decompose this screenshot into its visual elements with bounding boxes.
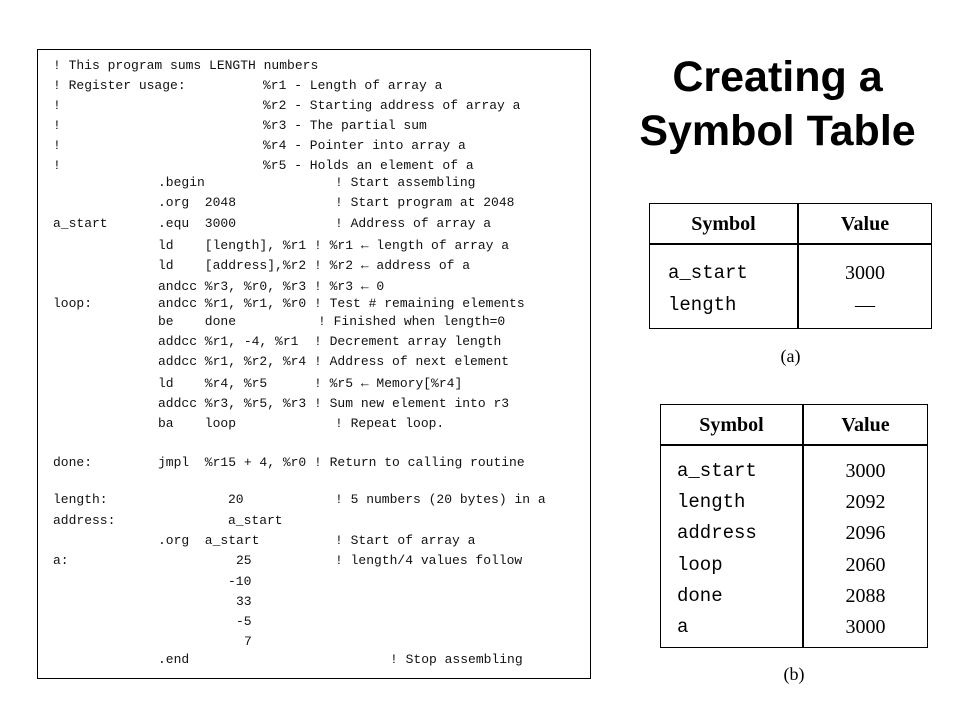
- code-segment: %r2 - Starting address of array a: [263, 98, 521, 113]
- code-segment: -10: [228, 574, 252, 589]
- code-segment: !: [53, 158, 61, 173]
- code-segment: a:: [53, 553, 69, 568]
- caption-b: (b): [783, 664, 805, 684]
- symbol-cell: a_start: [668, 262, 748, 284]
- code-segment: .equ 3000: [158, 216, 237, 231]
- code-segment: ! Address of array a: [335, 216, 492, 231]
- code-segment: !: [53, 138, 61, 153]
- code-segment: %r5 - Holds an element of a: [263, 158, 474, 173]
- code-segment: %r3 - The partial sum: [263, 118, 427, 133]
- symbol-cell: address: [677, 522, 757, 544]
- header-value: Value: [841, 414, 890, 436]
- code-segment: .end: [158, 652, 190, 667]
- value-cell: 2088: [845, 585, 886, 607]
- title-line-1: Creating a: [672, 53, 883, 101]
- code-segment: addcc %r1, -4, %r1 ! Decrement array length: [158, 334, 502, 349]
- code-segment: length:: [53, 492, 108, 507]
- code-segment: ! Stop assembling: [390, 652, 523, 667]
- symbol-table-b: [660, 404, 928, 648]
- code-segment: 25: [236, 553, 252, 568]
- code-segment: addcc %r3, %r5, %r3 ! Sum new element into r3: [158, 396, 510, 411]
- header-symbol: Symbol: [691, 213, 756, 235]
- value-cell: 3000: [845, 460, 886, 482]
- code-segment: 20: [228, 492, 244, 507]
- value-cell: 3000: [845, 616, 886, 638]
- code-segment: done:: [53, 455, 93, 470]
- code-listing: [37, 49, 591, 679]
- symbol-cell: loop: [677, 554, 723, 576]
- symbol-table-a: [649, 203, 932, 329]
- header-symbol: Symbol: [699, 414, 764, 436]
- code-segment: 7: [244, 634, 252, 649]
- slide-title: [605, 50, 950, 158]
- code-segment: ! Start of array a: [335, 533, 476, 548]
- symbol-cell: length: [677, 491, 746, 513]
- value-cell: 2096: [845, 522, 886, 544]
- code-segment: .org 2048: [158, 195, 237, 210]
- caption-a: (a): [780, 346, 801, 366]
- code-segment: .begin: [158, 175, 205, 190]
- code-segment: loop:: [53, 296, 93, 311]
- code-segment: a_start: [228, 513, 283, 528]
- code-segment: %r4 - Pointer into array a: [263, 138, 466, 153]
- code-segment: address:: [53, 513, 116, 528]
- code-segment: !: [53, 98, 61, 113]
- code-segment: a_start: [53, 216, 108, 231]
- code-segment: -5: [236, 614, 252, 629]
- code-segment: ! Repeat loop.: [335, 416, 445, 431]
- code-segment: be done: [158, 314, 237, 329]
- code-segment: ! 5 numbers (20 bytes) in a: [335, 492, 546, 507]
- code-segment: ! Register usage:: [53, 78, 186, 93]
- code-segment: andcc %r1, %r1, %r0 ! Test # remaining elements: [158, 296, 525, 311]
- code-segment: ld %r4, %r5 ! %r5 ← Memory[%r4]: [158, 376, 463, 391]
- code-segment: !: [53, 118, 61, 133]
- code-segment: ! Start assembling: [335, 175, 476, 190]
- symbol-cell: a_start: [677, 460, 757, 482]
- symbol-cell: length: [668, 294, 737, 316]
- header-value: Value: [840, 213, 890, 235]
- code-segment: ! length/4 values follow: [335, 553, 523, 568]
- code-segment: ! Finished when length=0: [318, 314, 506, 329]
- value-cell: —: [855, 294, 875, 316]
- code-segment: ! Start program at 2048: [335, 195, 515, 210]
- code-segment: ld [address],%r2 ! %r2 ← address of a: [158, 258, 471, 273]
- code-segment: ba loop: [158, 416, 237, 431]
- code-segment: 33: [236, 594, 252, 609]
- code-segment: ld [length], %r1 ! %r1 ← length of array a: [158, 238, 510, 253]
- title-line-2: Symbol Table: [639, 107, 916, 155]
- code-segment: addcc %r1, %r2, %r4 ! Address of next element: [158, 354, 510, 369]
- code-segment: %r1 - Length of array a: [263, 78, 443, 93]
- symbol-cell: done: [677, 585, 723, 607]
- code-segment: andcc %r3, %r0, %r3 ! %r3 ← 0: [158, 279, 385, 294]
- value-cell: 2092: [845, 491, 886, 513]
- code-segment: ! This program sums LENGTH numbers: [53, 58, 319, 73]
- code-segment: .org a_start: [158, 533, 260, 548]
- code-segment: jmpl %r15 + 4, %r0 ! Return to calling routine: [158, 455, 525, 470]
- value-cell: 3000: [845, 262, 885, 284]
- symbol-cell: a: [677, 616, 689, 638]
- value-cell: 2060: [845, 554, 886, 576]
